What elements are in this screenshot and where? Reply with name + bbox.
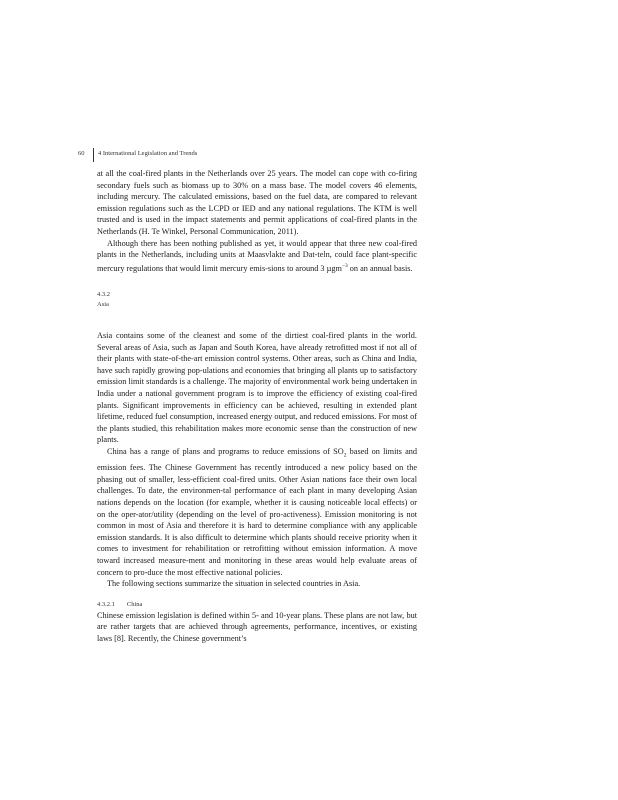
- subsection-heading: [97, 600, 417, 610]
- paragraph-netherlands-mercury: [97, 238, 417, 275]
- paragraph-following-sections: The following sections summarize the situation in selected countries in Asia.: [107, 579, 361, 589]
- header-divider: [93, 148, 94, 162]
- paragraph-china-programs: [97, 446, 417, 578]
- china-programs-text-cont: based on limits and emission fees. The Chinese Government has recently introduced a new policy based on the phasing out of smaller, less-efficient coal-fired units. Other Asian nations face their own local challenges. To date, the environmen-tal performance of each plant in many developing Asian nations depends on the location (for example, whether it is causing noticeable local effects) or on the oper-ator/utility (depending on the level of pro-activeness). Emission monitoring is not common in most of Asia and therefore it is hard to determine compliance with any applicable emission standards. It is also difficult to determine which plants should receive priority when it comes to investment for rehabilitation or retrofitting without emission information. A move toward increased measure-ment and monitoring in these areas would help evaluate areas of concern to pro-duce the most effective national policies.: [97, 447, 417, 577]
- section-heading: [97, 290, 417, 310]
- page-body: [97, 168, 417, 645]
- subsection-title: China: [126, 600, 143, 608]
- paragraph-netherlands-model: at all the coal-fired plants in the Netherlands over 25 years. The model can cope with co-firing secondary fuels such as biomass up to 30% on a mass base. The model covers 46 elements, including mercury. The calculated emissions, based on the fuel data, are compared to relevant emission regulations such as the LCPD or IED and any national regulations. The KTM is well trusted and is used in the impact statements and permit applications of coal-fired plants in the Netherlands (H. Te Winkel, Personal Communication, 2011).: [97, 169, 417, 236]
- section-number: 4.3.2: [97, 291, 110, 299]
- section-title: Asia: [97, 301, 109, 309]
- paragraph-asia-overview: Asia contains some of the cleanest and some of the dirtiest coal-fired plants in the world. Several areas of Asia, such as Japan and South Korea, have already retrofitted most if not all of their plants with state-of-the-art emission control systems. Other areas, such as China and India, have such rapidly growing pop-ulations and economies that bringing all plants up to satisfactory emission limit standards is a challenge. The majority of environmental work being undertaken in India under a national government program is to improve the efficiency of existing coal-fired plants. Significant improvements in efficiency can be achieved, resulting in extended plant lifetime, reduced fuel consumption, increased energy output, and reduced emissions. For most of the plants studied, this rehabilitation makes more economic sense than the construction of new plants.: [97, 331, 417, 445]
- mercury-exponent: −3: [341, 262, 348, 269]
- chapter-title: 4 International Legislation and Trends: [98, 150, 198, 157]
- page-number: 60: [78, 150, 85, 157]
- china-programs-text: China has a range of plans and programs to reduce emissions of SO: [107, 447, 344, 457]
- paragraph-china-legislation: Chinese emission legislation is defined within 5- and 10-year plans. These plans are not law, but are rather targets that are achieved through agreements, performance, incentives, or existing laws [8]. Recently, the Chinese government’s: [97, 610, 417, 643]
- mercury-text-end: on an annual basis.: [347, 263, 413, 273]
- so2-subscript: 2: [343, 452, 347, 459]
- subsection-number: 4.3.2.1: [97, 600, 115, 608]
- mercury-text: Although there has been nothing published as yet, it would appear that three new coal-fired plants in the Netherlands, including units at Maasvlakte and Dat-teln, could face plant-specific mercury regulations that would limit mercury emis-sions to around 3 µgm: [97, 238, 417, 273]
